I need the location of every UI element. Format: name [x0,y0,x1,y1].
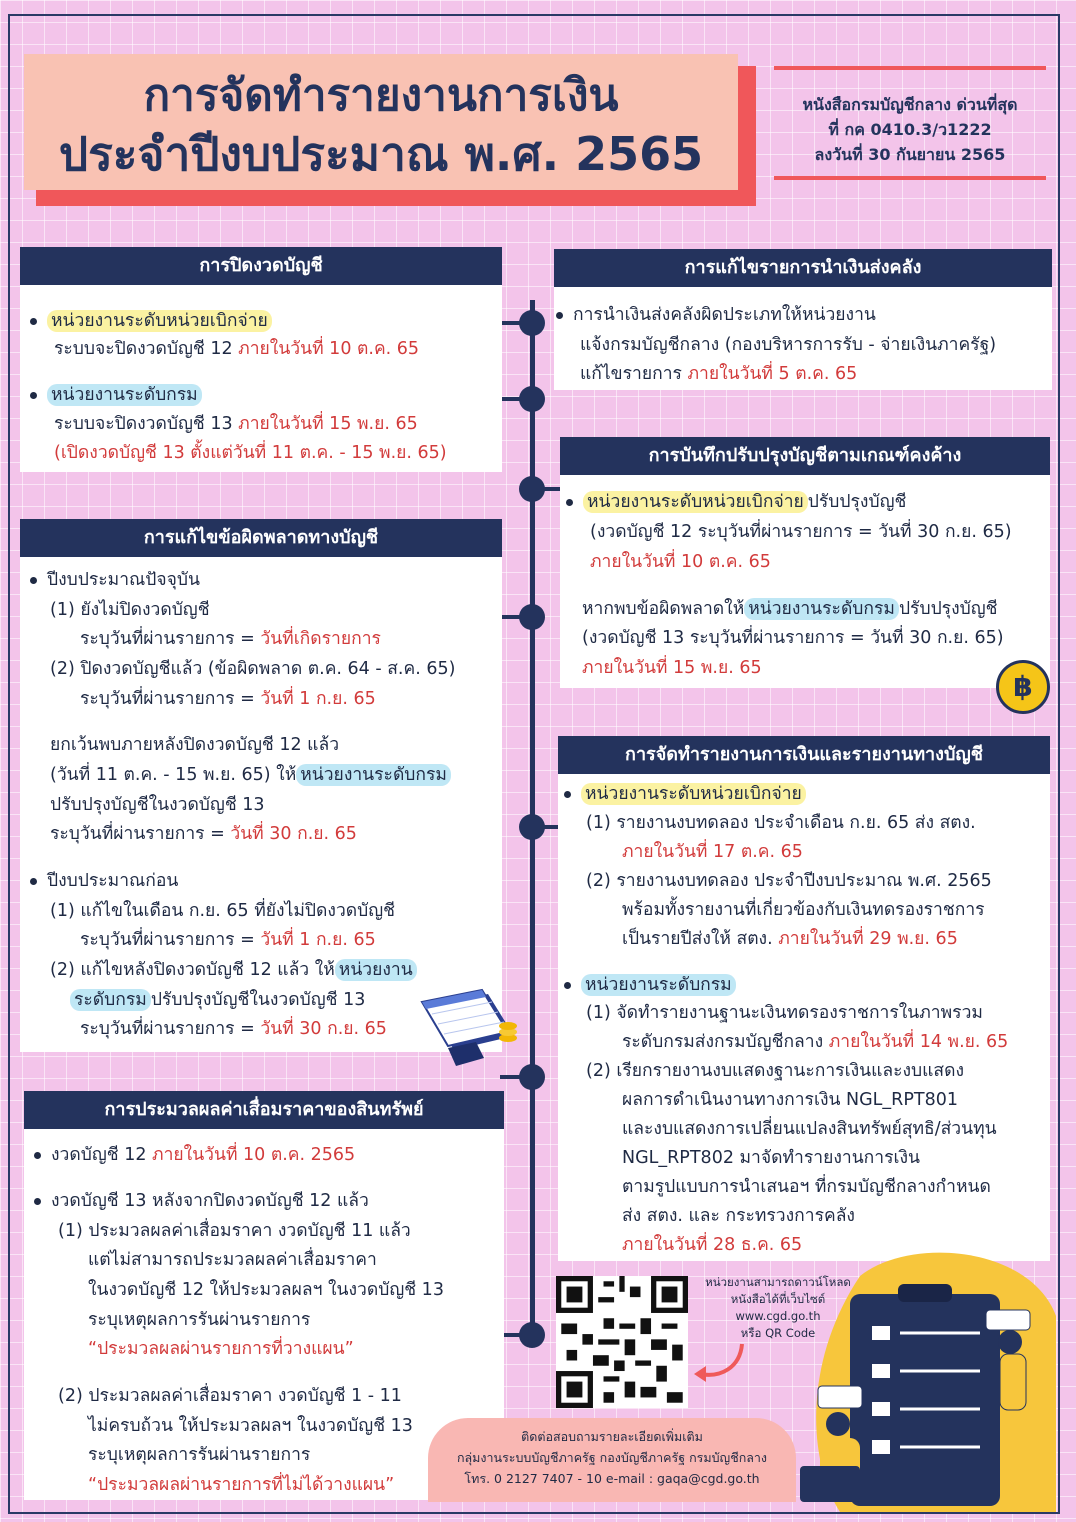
errors-line: (2) ปิดงวดบัญชีแล้ว (ข้อผิดพลาด ต.ค. 64 - ส.ค. 65) [50,659,456,679]
depreciation-reason-unplanned: “ประมวลผลผ่านรายการที่ไม่ได้วางแผน” [88,1475,395,1495]
download-note-line: หน่วยงานสามารถดาวน์โหลด [705,1275,851,1289]
reporting-deadline: ภายในวันที่ 17 ต.ค. 65 [622,842,803,862]
reporting-line: และงบแสดงการเปลี่ยนแปลงสินทรัพย์สุทธิ/ส่วนทุน [622,1119,997,1139]
deadline-text: วันที่เกิดรายการ [260,629,381,649]
closing-period13 [54,409,418,437]
timeline-connector [500,397,522,401]
highlight-disbursing-unit: หน่วยงานระดับหน่วยเบิกจ่าย [581,783,806,805]
text: ระบุวันที่ผ่านรายการ = [80,689,261,709]
highlight-disbursing-unit: หน่วยงานระดับหน่วยเบิกจ่าย [47,310,272,332]
deadline-text: วันที่ 1 ก.ย. 65 [260,930,376,950]
depreciation-period12 [34,1140,355,1168]
depreciation-line: (1) ประมวลผลค่าเสื่อมราคา งวดบัญชี 11 แล้ว [58,1221,411,1241]
reporting-line: (1) รายงานงบทดลอง ประจำเดือน ก.ย. 65 ส่ง สตง. [586,813,976,833]
text: ระบบจะปิดงวดบัญชี 12 [54,339,239,359]
errors-line [80,1014,387,1042]
text: ระบุวันที่ผ่านรายการ = [80,1019,261,1039]
title-banner [24,54,738,190]
treasury-line [580,359,857,387]
bullet [30,878,37,885]
depreciation-line: ไม่ครบถ้วน ให้ประมวลผลฯ ในงวดบัญชี 13 [88,1416,413,1436]
treasury-header: การแก้ไขรายการนำเงินส่งคลัง [554,249,1052,287]
errors-line [50,955,417,983]
timeline-dot [519,310,545,336]
reporting-line [622,1027,1008,1055]
deadline-text: วันที่ 1 ก.ย. 65 [260,689,376,709]
text: ระบุวันที่ผ่านรายการ = [80,629,261,649]
text: (2) แก้ไขหลังปิดงวดบัญชี 12 แล้ว ให้ [50,960,335,980]
text: ระบุวันที่ผ่านรายการ = [50,824,231,844]
deadline-text: ภายในวันที่ 10 ต.ค. 65 [238,339,420,359]
contact-phone-email[interactable]: โทร. 0 2127 7407 - 10 e-mail : gaqa@cgd.go.th [464,1471,760,1486]
depreciation-period13 [34,1186,369,1214]
errors-line [50,760,451,788]
qr-code-icon[interactable] [556,1276,688,1408]
errors-line [70,985,365,1013]
reporting-line [622,924,958,952]
errors-line [80,624,381,652]
accrual-line: (งวดบัญชี 12 ระบุวันที่ผ่านรายการ = วันที่ 30 ก.ย. 65) [590,522,1012,542]
deadline-text: ภายในวันที่ 29 พ.ย. 65 [778,929,958,949]
accrual-line: (งวดบัญชี 13 ระบุวันที่ผ่านรายการ = วันที่ 30 ก.ย. 65) [582,628,1004,648]
errors-line: ปรับปรุงบัญชีในงวดบัญชี 13 [50,795,265,815]
reference-block [774,66,1046,180]
reporting-deadline: ภายในวันที่ 28 ธ.ค. 65 [622,1235,803,1255]
deadline-text: ภายในวันที่ 15 พ.ย. 65 [238,414,418,434]
timeline-dot [519,1322,545,1348]
closing-period13-open: (เปิดงวดบัญชี 13 ตั้งแต่วันที่ 11 ต.ค. - 15 พ.ย. 65) [54,443,447,463]
treasury-line [556,300,876,328]
errors-previous-year [30,866,178,894]
depreciation-line: ระบุเหตุผลการรันผ่านรายการ [88,1310,311,1330]
deadline-text: ภายในวันที่ 14 พ.ย. 65 [828,1032,1009,1052]
reporting-line: พร้อมทั้งรายงานที่เกี่ยวข้องกับเงินทดรองราชการ [622,900,985,920]
deadline-text: วันที่ 30 ก.ย. 65 [230,824,357,844]
closing-item-disbursing [30,306,272,334]
contact-department: กลุ่มงานระบบบัญชีภาครัฐ กองบัญชีภาครัฐ กรมบัญชีกลาง [456,1450,768,1465]
depreciation-line: แต่ไม่สามารถประมวลผลค่าเสื่อมราคา [88,1250,377,1270]
website-link[interactable]: www.cgd.go.th [735,1309,821,1323]
timeline-connector [500,1075,522,1079]
timeline-dot [519,1064,545,1090]
errors-line [80,925,376,953]
reporting-line [564,970,736,998]
depreciation-reason-planned: “ประมวลผลผ่านรายการที่วางแผน” [88,1339,354,1359]
bullet [30,577,37,584]
reporting-line: (1) จัดทำรายงานฐานะเงินทดรองราชการในภาพรวม [586,1003,983,1023]
text: ปีงบประมาณปัจจุบัน [47,570,200,590]
highlight-department-unit: หน่วยงาน [335,959,417,981]
depreciation-line: ในงวดบัญชี 12 ให้ประมวลผลฯ ในงวดบัญชี 13 [88,1280,444,1300]
closing-item-department [30,380,202,408]
coin-icon: ฿ [996,660,1050,714]
timeline-connector [500,321,522,325]
highlight-department-unit: หน่วยงานระดับกรม [581,974,736,996]
bullet [564,982,571,989]
errors-line: ยกเว้นพบภายหลังปิดงวดบัญชี 12 แล้ว [50,735,340,755]
page-title-line2: ประจำปีงบประมาณ พ.ศ. 2565 [58,127,704,181]
accrual-deadline-12: ภายในวันที่ 10 ต.ค. 65 [590,552,771,572]
bullet [30,318,37,325]
errors-header: การแก้ไขข้อผิดพลาดทางบัญชี [20,519,502,557]
highlight-disbursing-unit: หน่วยงานระดับหน่วยเบิกจ่าย [583,491,808,513]
text: เป็นรายปีส่งให้ สตง. [622,929,779,949]
timeline-connector [541,487,561,491]
bullet [34,1198,41,1205]
highlight-department-unit: หน่วยงานระดับกรม [296,764,451,786]
download-note-line: หรือ QR Code [740,1326,816,1340]
text: หากพบข้อผิดพลาดให้ [582,599,745,619]
bullet [566,499,573,506]
text: ระบุวันที่ผ่านรายการ = [80,930,261,950]
text: งวดบัญชี 13 หลังจากปิดงวดบัญชี 12 แล้ว [51,1191,369,1211]
text: ปีงบประมาณก่อน [47,871,179,891]
bullet [556,312,563,319]
bullet [34,1152,41,1159]
reporting-line: (2) รายงานงบทดลอง ประจำปีงบประมาณ พ.ศ. 2565 [586,871,992,891]
page-title-line1: การจัดทำรายงานการเงิน [143,70,619,121]
text: งวดบัญชี 12 [51,1145,153,1165]
reporting-line: (2) เรียกรายงานงบแสดงฐานะการเงินและงบแสดง [586,1061,965,1081]
depreciation-line: (2) ประมวลผลค่าเสื่อมราคา งวดบัญชี 1 - 11 [58,1386,402,1406]
reporting-line: ส่ง สตง. และ กระทรวงการคลัง [622,1206,855,1226]
closing-header: การปิดงวดบัญชี [20,247,502,285]
reporting-header: การจัดทำรายงานการเงินและรายงานทางบัญชี [558,736,1050,774]
contact-title: ติดต่อสอบถามรายละเอียดเพิ่มเติม [521,1429,703,1444]
text: ระดับกรมส่งกรมบัญชีกลาง [622,1032,829,1052]
reporting-line: ผลการดำเนินงานทางการเงิน NGL_RPT801 [622,1090,958,1110]
depreciation-header: การประมวลผลค่าเสื่อมราคาของสินทรัพย์ [24,1091,504,1129]
errors-line: (1) แก้ไขในเดือน ก.ย. 65 ที่ยังไม่ปิดงวดบัญชี [50,901,396,921]
timeline-connector [500,615,522,619]
accrual-line [566,487,906,515]
arrow-icon [690,1340,750,1386]
calendar-icon [418,988,522,1070]
errors-line [80,684,376,712]
accrual-line [582,594,998,622]
reporting-line [564,779,806,807]
deadline-text: วันที่ 30 ก.ย. 65 [260,1019,387,1039]
text: ปรับปรุงบัญชี [807,492,907,512]
reporting-line: NGL_RPT802 มาจัดทำรายงานการเงิน [622,1148,920,1168]
errors-current-year [30,565,200,593]
closing-period12 [54,334,419,362]
reference-line2: ที่ กค 0410.3/ว1222 [828,120,992,139]
reference-line1: หนังสือกรมบัญชีกลาง ด่วนที่สุด [802,95,1018,114]
depreciation-line: ระบุเหตุผลการรันผ่านรายการ [88,1445,311,1465]
errors-line [50,819,357,847]
timeline-dot [519,604,545,630]
text: ระบบจะปิดงวดบัญชี 13 [54,414,239,434]
contact-box [428,1418,796,1502]
highlight-department-unit: ระดับกรม [70,989,151,1011]
deadline-text: ภายในวันที่ 10 ต.ค. 2565 [152,1145,356,1165]
download-note [698,1274,858,1342]
text: ปรับปรุงบัญชี [898,599,998,619]
timeline-dot [519,386,545,412]
text: (วันที่ 11 ต.ค. - 15 พ.ย. 65) ให้ [50,765,297,785]
bullet [30,392,37,399]
accrual-deadline-13: ภายในวันที่ 15 พ.ย. 65 [582,658,762,678]
highlight-department-unit: หน่วยงานระดับกรม [744,598,899,620]
text: ปรับปรุงบัญชีในงวดบัญชี 13 [150,990,366,1010]
bullet [564,791,571,798]
highlight-department-unit: หน่วยงานระดับกรม [47,384,202,406]
download-note-line: หนังสือได้ที่เว็บไซต์ [730,1292,826,1306]
text: แก้ไขรายการ [580,364,688,384]
reference-line3: ลงวันที่ 30 กันยายน 2565 [814,145,1006,164]
deadline-text: ภายในวันที่ 5 ต.ค. 65 [687,364,858,384]
treasury-line: แจ้งกรมบัญชีกลาง (กองบริหารการรับ - จ่ายเงินภาครัฐ) [580,335,997,355]
reporting-line: ตามรูปแบบการนำเสนอฯ ที่กรมบัญชีกลางกำหนด [622,1177,991,1197]
text: การนำเงินส่งคลังผิดประเภทให้หน่วยงาน [573,305,876,325]
errors-line: (1) ยังไม่ปิดงวดบัญชี [50,600,210,620]
accrual-header: การบันทึกปรับปรุงบัญชีตามเกณฑ์คงค้าง [560,437,1050,475]
